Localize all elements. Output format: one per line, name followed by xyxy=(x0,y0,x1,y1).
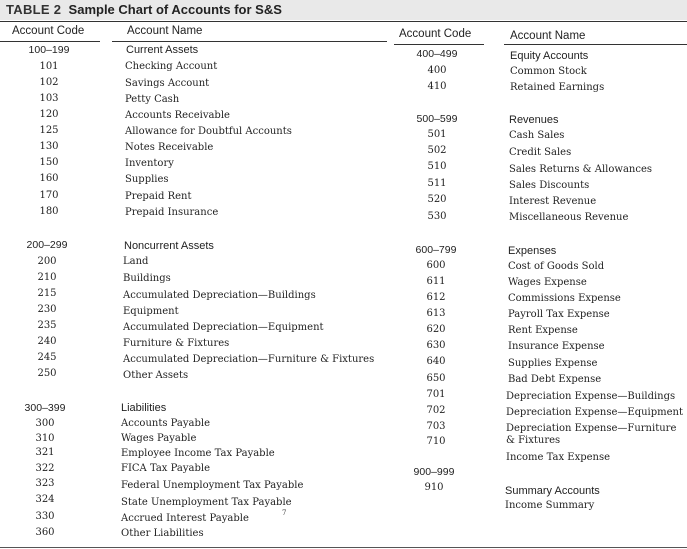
account-name: Accrued Interest Payable xyxy=(121,513,249,524)
account-code: 640 xyxy=(426,356,446,367)
account-code: 230 xyxy=(37,304,57,315)
account-code: 650 xyxy=(426,373,446,384)
account-code: 130 xyxy=(39,141,59,152)
account-name: Interest Revenue xyxy=(509,196,597,207)
liabilities-heading: Liabilities xyxy=(121,402,167,414)
account-name: Depreciation Expense—Buildings xyxy=(506,391,676,402)
account-name: State Unemployment Tax Payable xyxy=(121,497,292,508)
liabilities-range: 300–399 xyxy=(24,402,66,414)
header-rule-left-name xyxy=(112,41,387,42)
account-code: 600 xyxy=(426,260,446,271)
account-name: Cash Sales xyxy=(509,130,565,141)
noncurrent-assets-heading: Noncurrent Assets xyxy=(124,240,214,252)
left-name-header: Account Name xyxy=(127,25,203,37)
account-code: 360 xyxy=(35,527,55,538)
account-name: Insurance Expense xyxy=(508,341,605,352)
account-name: Income Summary xyxy=(505,500,595,511)
account-code: 215 xyxy=(37,288,57,299)
account-name: Furniture & Fixtures xyxy=(123,338,230,349)
account-code: 150 xyxy=(39,157,59,168)
table-label: TABLE 2 xyxy=(6,2,62,17)
summary-heading: Summary Accounts xyxy=(505,485,600,497)
account-name: Savings Account xyxy=(125,78,210,89)
account-name: Supplies xyxy=(125,174,169,185)
account-name: Allowance for Doubtful Accounts xyxy=(125,126,292,137)
account-name: Bad Debt Expense xyxy=(508,374,602,385)
account-code: 102 xyxy=(39,77,59,88)
header-rule-right-code xyxy=(394,44,484,45)
equity-range: 400–499 xyxy=(416,48,458,60)
account-name: Credit Sales xyxy=(509,147,572,158)
account-code: 310 xyxy=(35,433,55,444)
table-title: Sample Chart of Accounts for S&S xyxy=(68,2,282,17)
account-code: 530 xyxy=(427,211,447,222)
account-name: FICA Tax Payable xyxy=(121,463,210,474)
right-name-header: Account Name xyxy=(510,30,586,42)
account-code: 702 xyxy=(426,405,446,416)
account-name: Petty Cash xyxy=(125,94,180,105)
account-name: Cost of Goods Sold xyxy=(508,261,605,272)
account-name: Employee Income Tax Payable xyxy=(121,448,275,459)
equity-heading: Equity Accounts xyxy=(510,50,589,62)
revenues-range: 500–599 xyxy=(416,113,458,125)
account-code: 323 xyxy=(35,478,55,489)
account-code: 103 xyxy=(39,93,59,104)
account-name: Accumulated Depreciation—Equipment xyxy=(123,322,324,333)
account-code: 125 xyxy=(39,125,59,136)
account-name: Prepaid Insurance xyxy=(125,207,219,218)
revenues-heading: Revenues xyxy=(509,114,559,126)
account-code: 322 xyxy=(35,463,55,474)
account-name: Prepaid Rent xyxy=(125,191,192,202)
account-name: Accounts Receivable xyxy=(125,110,230,121)
account-code: 160 xyxy=(39,173,59,184)
account-name: Miscellaneous Revenue xyxy=(509,212,629,223)
account-code: 511 xyxy=(427,178,447,189)
account-code: 613 xyxy=(426,308,446,319)
account-code: 502 xyxy=(427,145,447,156)
expenses-range: 600–799 xyxy=(415,244,457,256)
account-code: 510 xyxy=(427,161,447,172)
account-name: Depreciation Expense—Furniture & Fixtures xyxy=(506,423,677,446)
account-code: 321 xyxy=(35,447,55,458)
expenses-heading: Expenses xyxy=(508,245,557,257)
account-code: 501 xyxy=(427,129,447,140)
account-code: 200 xyxy=(37,256,57,267)
current-assets-heading: Current Assets xyxy=(126,44,199,56)
account-code: 330 xyxy=(35,511,55,522)
account-code: 101 xyxy=(39,61,59,72)
account-code: 612 xyxy=(426,292,446,303)
account-name: Accumulated Depreciation—Buildings xyxy=(123,290,316,301)
account-name: Accumulated Depreciation—Furniture & Fixtures xyxy=(123,354,375,365)
account-name: Equipment xyxy=(123,306,179,317)
account-name: Federal Unemployment Tax Payable xyxy=(121,480,304,491)
account-name: Common Stock xyxy=(510,66,587,77)
account-name: Income Tax Expense xyxy=(506,452,611,463)
account-code: 611 xyxy=(426,276,446,287)
top-rule xyxy=(0,21,687,22)
noncurrent-assets-range: 200–299 xyxy=(26,239,68,251)
account-code: 620 xyxy=(426,324,446,335)
account-code: 520 xyxy=(427,194,447,205)
header-rule-right-name xyxy=(504,44,687,45)
account-name: Buildings xyxy=(123,273,171,284)
right-code-header: Account Code xyxy=(399,28,472,40)
stray-mark: 7 xyxy=(282,509,287,517)
account-name: Depreciation Expense—Equipment xyxy=(506,407,684,418)
account-code: 400 xyxy=(427,65,447,76)
account-code: 324 xyxy=(35,494,55,505)
account-code: 170 xyxy=(39,190,59,201)
account-name: Wages Expense xyxy=(508,277,587,288)
account-name: Sales Returns & Allowances xyxy=(509,164,653,175)
account-code: 703 xyxy=(426,421,446,432)
table-caption xyxy=(0,0,687,20)
account-code: 240 xyxy=(37,336,57,347)
account-name: Checking Account xyxy=(125,61,218,72)
account-name: Retained Earnings xyxy=(510,82,605,93)
account-name: Wages Payable xyxy=(121,433,197,444)
account-name: Accounts Payable xyxy=(121,418,211,429)
left-code-header: Account Code xyxy=(12,25,85,37)
account-code: 210 xyxy=(37,272,57,283)
account-name: Other Liabilities xyxy=(121,528,204,539)
account-name: Land xyxy=(123,256,149,267)
account-name: Payroll Tax Expense xyxy=(508,309,610,320)
account-code: 120 xyxy=(39,109,59,120)
account-code: 245 xyxy=(37,352,57,363)
account-code: 250 xyxy=(37,368,57,379)
account-code: 410 xyxy=(427,81,447,92)
header-rule-left-code xyxy=(0,41,100,42)
account-name: Other Assets xyxy=(123,370,189,381)
account-name: Sales Discounts xyxy=(509,180,590,191)
account-code: 701 xyxy=(426,389,446,400)
account-name: Commissions Expense xyxy=(508,293,621,304)
account-name: Supplies Expense xyxy=(508,358,598,369)
current-assets-range: 100–199 xyxy=(28,44,70,56)
account-name: Notes Receivable xyxy=(125,142,214,153)
account-name: Inventory xyxy=(125,158,174,169)
summary-range: 900–999 xyxy=(413,466,455,478)
account-code: 235 xyxy=(37,320,57,331)
account-code: 300 xyxy=(35,418,55,429)
account-name: Rent Expense xyxy=(508,325,578,336)
account-code: 180 xyxy=(39,206,59,217)
account-code: 630 xyxy=(426,340,446,351)
bottom-rule xyxy=(0,547,687,548)
account-code: 910 xyxy=(424,482,444,493)
account-code: 710 xyxy=(426,436,446,447)
